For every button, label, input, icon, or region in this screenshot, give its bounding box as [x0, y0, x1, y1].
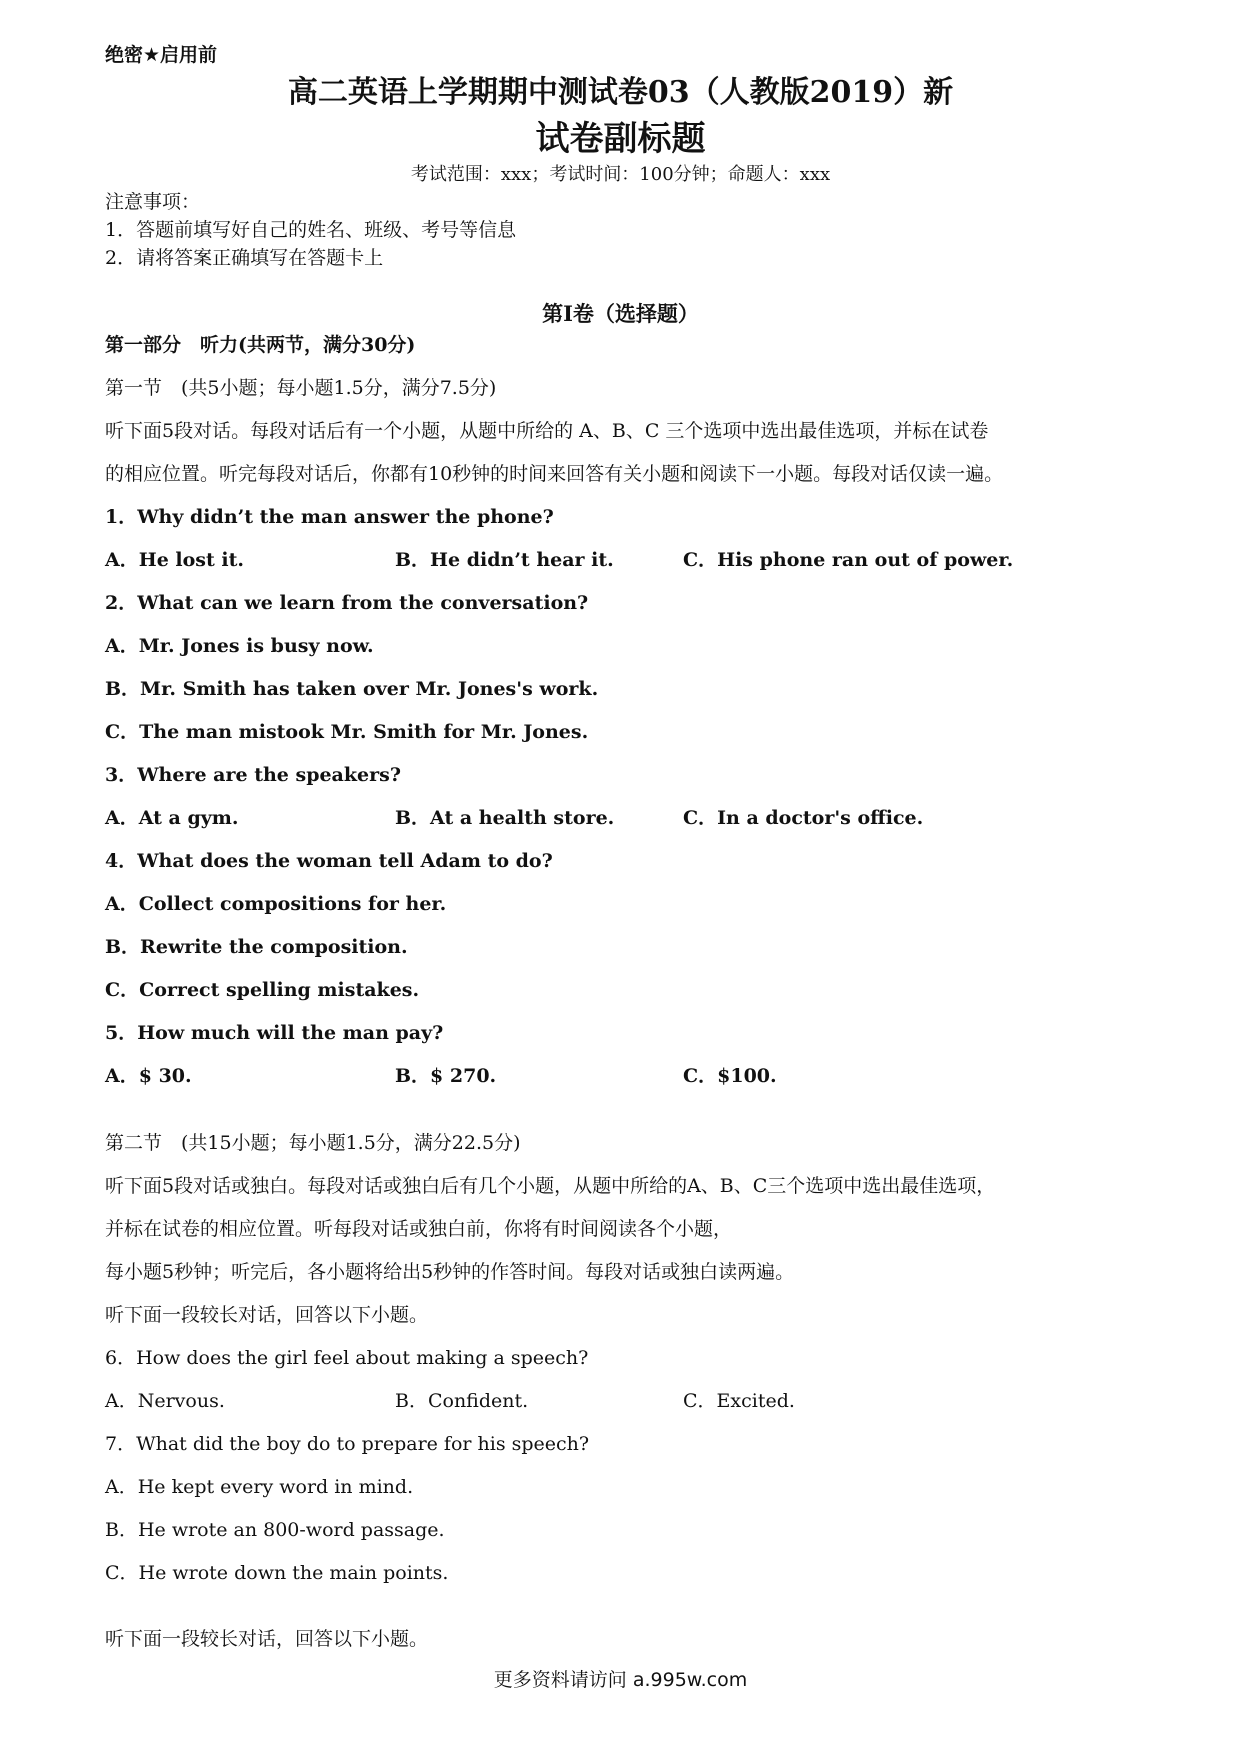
- section2-heading: 第二节 (共15小题；每小题1.5分，满分22.5分): [105, 1132, 521, 1154]
- option-b: B．Rewrite the composition.: [105, 936, 408, 958]
- section2-instruction: 听下面5段对话或独白。每段对话或独白后有几个小题，从题中所给的A、B、C三个选项中选出最佳选项，: [105, 1175, 996, 1197]
- option-a: A．Collect compositions for her.: [105, 893, 447, 915]
- option-c: C．He wrote down the main points.: [105, 1562, 449, 1584]
- option-a: A．He lost it.: [105, 549, 244, 571]
- question-7: 7．What did the boy do to prepare for his speech?: [105, 1433, 590, 1455]
- option-a: A．$ 30.: [105, 1065, 192, 1087]
- secret-label: 绝密★启用前: [105, 44, 218, 66]
- question-2: 2．What can we learn from the conversation?: [105, 592, 589, 614]
- option-b: B．He wrote an 800-word passage.: [105, 1519, 445, 1541]
- section1-instruction: 听下面5段对话。每段对话后有一个小题，从题中所给的 A、B、C 三个选项中选出最佳选项，并标在试卷: [105, 420, 989, 442]
- volume-title: 第I卷（选择题）: [542, 301, 699, 326]
- option-a: A．Nervous.: [105, 1390, 225, 1412]
- dialog-intro: 听下面一段较长对话，回答以下小题。: [105, 1304, 429, 1326]
- option-c: C．The man mistook Mr. Smith for Mr. Jones.: [105, 721, 589, 743]
- option-c: C．$100.: [683, 1065, 777, 1087]
- section2-instruction: 并标在试卷的相应位置。听每段对话或独白前，你将有时间阅读各个小题，: [105, 1218, 733, 1240]
- exam-meta: 考试范围：xxx；考试时间：100分钟；命题人：xxx: [410, 164, 831, 185]
- section1-instruction: 的相应位置。听完每段对话后，你都有10秒钟的时间来回答有关小题和阅读下一小题。每段对话仅读一遍。: [105, 463, 1004, 485]
- question-6: 6．How does the girl feel about making a speech?: [105, 1347, 589, 1369]
- option-b: B．He didn’t hear it.: [395, 549, 614, 571]
- notice-item: 1．答题前填写好自己的姓名、班级、考号等信息: [105, 219, 517, 241]
- question-1: 1．Why didn’t the man answer the phone?: [105, 506, 554, 528]
- exam-title: 高二英语上学期期中测试卷03（人教版2019）新: [287, 75, 954, 110]
- question-3: 3．Where are the speakers?: [105, 764, 401, 786]
- notice-heading: 注意事项：: [105, 191, 201, 213]
- option-c: C．Excited.: [683, 1390, 795, 1412]
- option-a: A．At a gym.: [105, 807, 239, 829]
- notice-item: 2．请将答案正确填写在答题卡上: [105, 247, 384, 269]
- section1-heading: 第一节 (共5小题；每小题1.5分，满分7.5分): [105, 377, 497, 399]
- option-a: A．He kept every word in mind.: [105, 1476, 414, 1498]
- option-b: B．Mr. Smith has taken over Mr. Jones's work.: [105, 678, 599, 700]
- option-c: C．Correct spelling mistakes.: [105, 979, 420, 1001]
- section2-instruction: 每小题5秒钟；听完后，各小题将给出5秒钟的作答时间。每段对话或独白读两遍。: [105, 1261, 795, 1283]
- dialog-intro: 听下面一段较长对话，回答以下小题。: [105, 1628, 429, 1650]
- option-c: C．In a doctor's office.: [683, 807, 924, 829]
- option-b: B．Confident.: [395, 1390, 529, 1412]
- question-5: 5．How much will the man pay?: [105, 1022, 444, 1044]
- option-c: C．His phone ran out of power.: [683, 549, 1014, 571]
- option-b: B．$ 270.: [395, 1065, 497, 1087]
- exam-subtitle: 试卷副标题: [535, 119, 706, 159]
- option-a: A．Mr. Jones is busy now.: [105, 635, 374, 657]
- footer-link[interactable]: 更多资料请访问 a.995w.com: [493, 1669, 748, 1691]
- question-4: 4．What does the woman tell Adam to do?: [105, 850, 553, 872]
- part1-heading: 第一部分 听力(共两节，满分30分): [105, 334, 416, 356]
- option-b: B．At a health store.: [395, 807, 615, 829]
